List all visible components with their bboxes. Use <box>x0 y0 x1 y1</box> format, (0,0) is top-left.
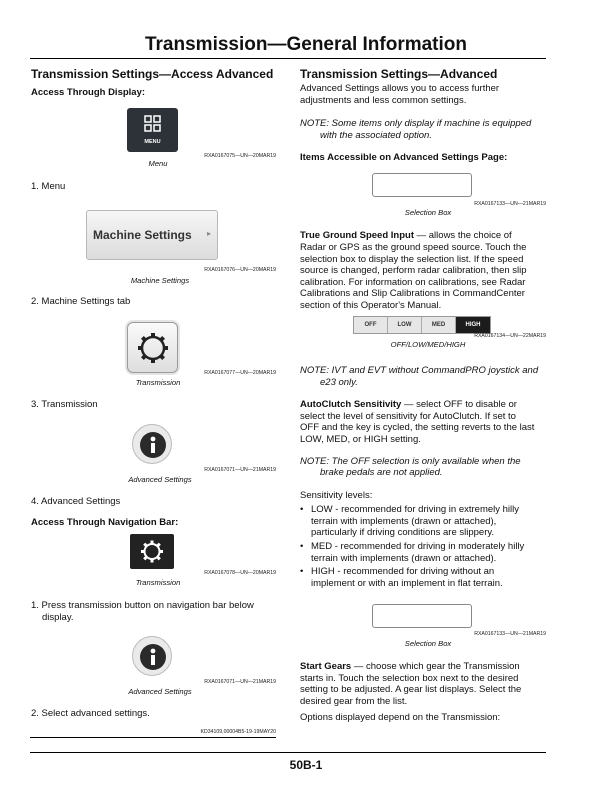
level-med-line-2: terrain with implements (drawn or attached). <box>311 552 497 564</box>
menu-button-label: MENU <box>144 139 161 145</box>
start-gears-line-2: starts in. Touch the selection box next to the desired <box>300 673 519 684</box>
note-equipped-line-2: with the associated option. <box>320 130 432 141</box>
selection-box-image-2 <box>372 604 472 628</box>
bullet-dot: • <box>300 541 304 552</box>
level-low-line-3: particularly if driving conditions are slippery. <box>311 527 495 539</box>
title-rule <box>30 58 546 59</box>
tgsi-line-6: Calibrations and Slip Calibrations in CommandCenter <box>300 288 525 299</box>
sensitivity-segmented-image <box>353 316 491 334</box>
figure-id-machine-settings: RXA0167076—UN—20MAR19 <box>204 267 276 273</box>
grid-icon <box>127 108 178 152</box>
figure-id-advanced-2: RXA0167071—UN—21MAR19 <box>204 679 276 685</box>
tgsi-line-5: calibration. For information on calibrations, see Radar <box>300 277 526 288</box>
footer-rule <box>30 752 546 753</box>
doc-id: KD34109,00004B5-19-19MAY20 <box>200 729 276 735</box>
start-gears-line-3: setting to be adjusted. A gear list displays. Select the <box>300 684 522 695</box>
level-high-line-2: implement or with an implement in flat terrain. <box>311 577 503 589</box>
level-low-item <box>300 504 519 539</box>
transmission-nav-gear-icon <box>130 534 174 569</box>
left-column-end-rule <box>30 737 276 738</box>
intro-line-1: Advanced Settings allows you to access further <box>300 83 500 94</box>
transmission-button-image <box>127 322 178 373</box>
figure-id-menu: RXA0167075—UN—20MAR19 <box>204 153 276 159</box>
caption-advanced-2: Advanced Settings <box>128 687 192 696</box>
caption-selection-box-2: Selection Box <box>404 639 452 648</box>
tgsi-line-1 <box>300 230 512 242</box>
items-heading: Items Accessible on Advanced Settings Page: <box>300 152 508 163</box>
autoclutch-term: AutoClutch Sensitivity <box>300 399 402 410</box>
segment-high-selected: HIGH <box>456 317 490 333</box>
access-nav-subheading: Access Through Navigation Bar: <box>31 517 179 528</box>
start-gears-text-start: — choose which gear the Transmission <box>351 661 520 672</box>
caption-advanced-1: Advanced Settings <box>128 475 192 484</box>
start-gears-term: Start Gears <box>300 661 352 672</box>
level-high-line-1: HIGH - recommended for driving without an <box>311 566 495 577</box>
autoclutch-line-2: select the level of sensitivity for AutoClutch. If set to <box>300 411 516 422</box>
page-number: 50B-1 <box>289 758 323 772</box>
step-machine-settings: 2. Machine Settings tab <box>31 296 131 307</box>
segment-med: MED <box>422 317 456 333</box>
start-gears-line-1 <box>300 661 520 673</box>
figure-id-advanced-1: RXA0167071—UN—21MAR19 <box>204 467 276 473</box>
figure-id-transmission: RXA0167077—UN—20MAR19 <box>204 370 276 376</box>
right-heading: Transmission Settings—Advanced <box>300 67 498 81</box>
step-transmission: 3. Transmission <box>31 399 98 410</box>
segment-off: OFF <box>354 317 388 333</box>
transmission-nav-button-image <box>130 534 174 569</box>
caption-sensitivity: OFF/LOW/MED/HIGH <box>390 340 466 349</box>
figure-id-transmission-nav: RXA0167078—UN—20MAR19 <box>204 570 276 576</box>
start-gears-line-4: desired gear from the list. <box>300 696 408 707</box>
level-high-item <box>300 566 503 589</box>
step-advanced-settings: 4. Advanced Settings <box>31 496 121 507</box>
autoclutch-line-4: LOW, MED, or HIGH setting. <box>300 434 421 445</box>
autoclutch-line-3: OFF and the key is cycled, the setting reverts to the last <box>300 422 535 433</box>
note-ivt-line-1: NOTE: IVT and EVT without CommandPRO joystick and <box>300 365 539 376</box>
caption-selection-box-1: Selection Box <box>404 208 452 217</box>
caption-menu: Menu <box>148 159 168 168</box>
level-low-line-2: terrain with implements (drawn or attached), <box>311 515 497 527</box>
figure-id-selection-box-1: RXA0167133—UN—21MAR19 <box>474 201 546 207</box>
note-ivt-line-2: e23 only. <box>320 377 358 388</box>
tgsi-term: True Ground Speed Input <box>300 230 414 241</box>
level-low-line-1: LOW - recommended for driving in extremely hilly <box>311 504 520 515</box>
bullet-dot: • <box>300 504 304 515</box>
left-heading: Transmission Settings—Access Advanced <box>31 67 274 81</box>
nav-step-1-line-1: 1. Press transmission button on navigation bar below <box>31 600 254 611</box>
note-off-line-2: brake pedals are not applied. <box>320 467 443 478</box>
level-med-line-1: MED - recommended for driving in moderately hilly <box>311 541 525 552</box>
tgsi-line-2: Radar or GPS as the ground speed source. Touch the <box>300 242 527 253</box>
segment-low: LOW <box>388 317 422 333</box>
autoclutch-line-1 <box>300 399 517 411</box>
tgsi-line-3: selection box to display the selection list. If the speed <box>300 254 524 265</box>
nav-step-1-line-2: display. <box>42 612 74 623</box>
page-title: Transmission—General Information <box>144 34 468 55</box>
advanced-settings-icon <box>133 637 173 677</box>
sensitivity-levels-heading: Sensitivity levels: <box>300 490 373 501</box>
tgsi-line-7: section of this Operator's Manual. <box>300 300 442 311</box>
access-display-subheading: Access Through Display: <box>31 87 146 98</box>
advanced-settings-button-image-2 <box>132 636 172 676</box>
autoclutch-text-start: — select OFF to disable or <box>401 399 517 410</box>
intro-line-2: adjustments and less common settings. <box>300 95 467 106</box>
level-med-item <box>300 541 524 564</box>
transmission-gear-icon <box>128 323 179 374</box>
figure-id-sensitivity: RXA0167134—UN—22MAR19 <box>474 333 546 339</box>
options-line: Options displayed depend on the Transmission: <box>300 712 501 723</box>
advanced-settings-button-image <box>132 424 172 464</box>
note-equipped-line-1: NOTE: Some items only display if machine is equipped <box>300 118 532 129</box>
caption-transmission-nav: Transmission <box>135 578 181 587</box>
advanced-settings-icon <box>133 425 173 465</box>
bullet-dot: • <box>300 566 304 577</box>
menu-button-image <box>127 108 178 152</box>
chevron-right-icon: ▸ <box>207 229 212 238</box>
tgsi-text-start: — allows the choice of <box>414 230 512 241</box>
machine-settings-button-label: Machine Settings <box>93 228 192 242</box>
machine-settings-button-image <box>86 210 218 260</box>
selection-box-image <box>372 173 472 197</box>
tgsi-line-4: source is changed, perform radar calibration, then slip <box>300 265 527 276</box>
figure-id-selection-box-2: RXA0167133—UN—21MAR19 <box>474 631 546 637</box>
nav-step-2: 2. Select advanced settings. <box>31 708 150 719</box>
step-menu: 1. Menu <box>31 181 66 192</box>
caption-machine-settings: Machine Settings <box>130 276 190 285</box>
caption-transmission: Transmission <box>135 378 181 387</box>
note-off-line-1: NOTE: The OFF selection is only available when the <box>300 456 521 467</box>
